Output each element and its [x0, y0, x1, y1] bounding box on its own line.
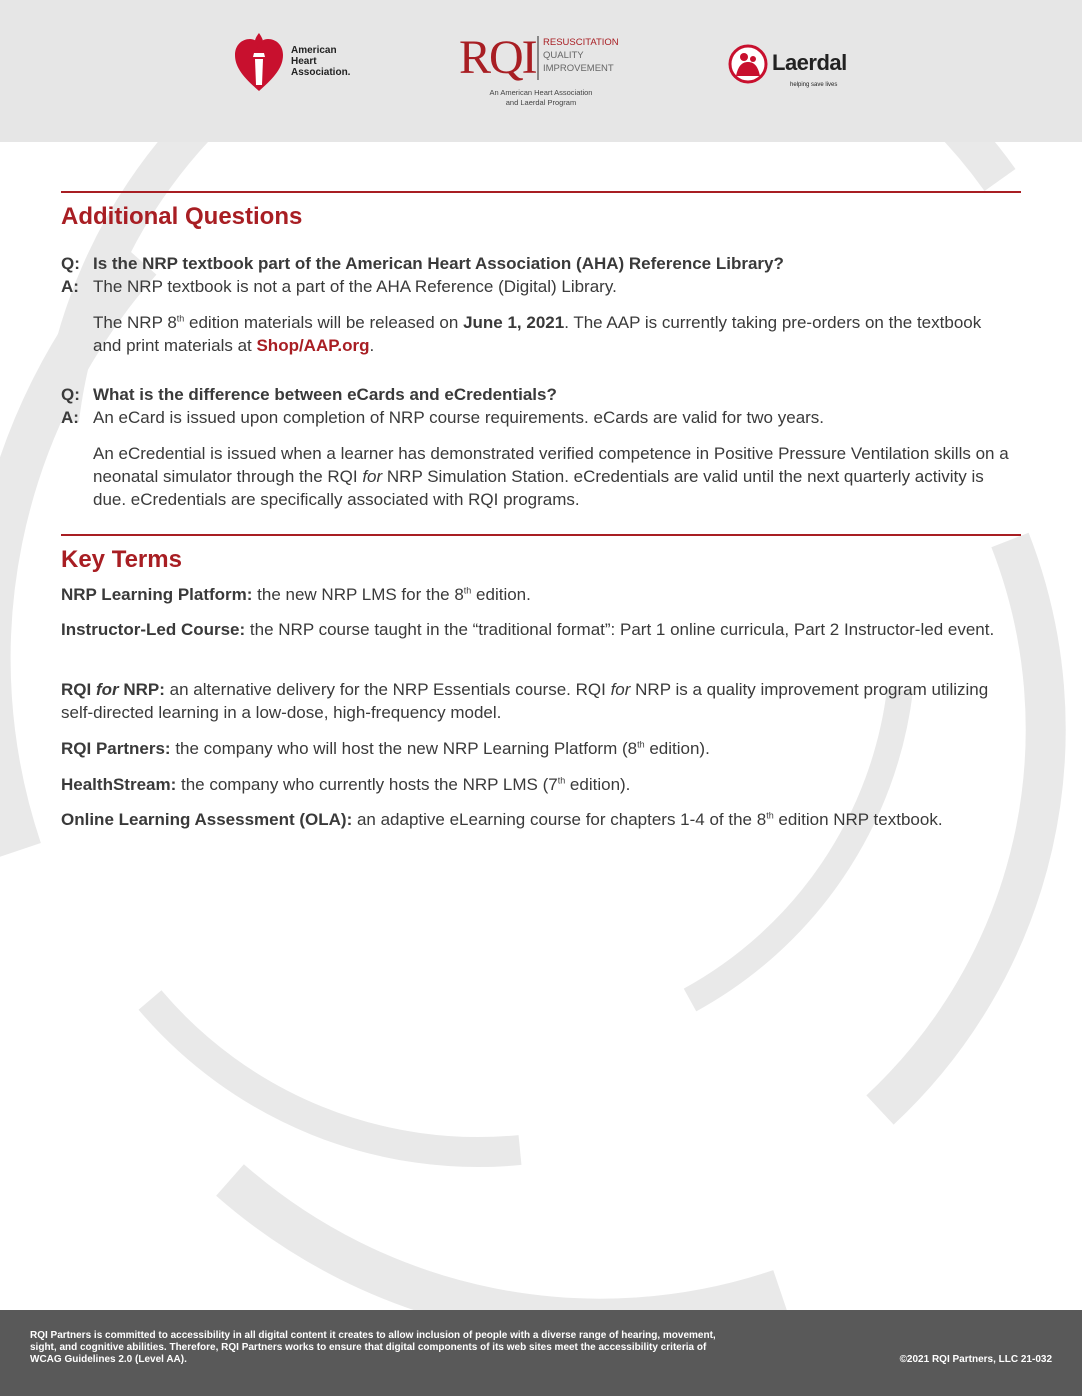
laerdal-tagline: helping save lives — [790, 82, 838, 88]
key-term-instructor-led-course: Instructor-Led Course: the NRP course taught in the “traditional format”: Part 1 online curricula, Part 2 Instructor-led event. — [61, 620, 995, 639]
shop-aap-link[interactable]: Shop/AAP.org — [256, 336, 370, 355]
laerdal-emblem-icon — [728, 44, 768, 84]
question-1 — [61, 252, 1021, 275]
answer-text: The NRP textbook is not a part of the AHA Reference (Digital) Library. — [93, 277, 617, 296]
question-text: What is the difference between eCards and eCredentials? — [93, 385, 557, 404]
answer-1 — [61, 275, 1021, 298]
rqi-divider — [537, 36, 539, 80]
q-label: Q: — [61, 254, 80, 273]
accessibility-statement: RQI Partners is committed to accessibility in all digital content it creates to allow inclusion of people with a diverse range of hearing, movement, sight, and cognitive abilities. Therefore, RQI Partners works to ensure that digital components of its web sites meet the accessibility criteria of WCAG Guidelines 2.0 (Level AA). — [30, 1330, 716, 1365]
laerdal-logo — [728, 44, 868, 94]
a-label: A: — [61, 277, 79, 296]
rqi-wordmark: RESUSCITATION QUALITY IMPROVEMENT — [543, 37, 619, 74]
answer-1-paragraph-2: The NRP 8th edition materials will be released on June 1, 2021. The AAP is currently taking pre-orders on the textbook and print materials at Shop/AAP.org. — [93, 313, 982, 355]
additional-questions-title: Additional Questions — [61, 203, 303, 230]
q-label: Q: — [61, 385, 80, 404]
key-term-nrp-learning-platform: NRP Learning Platform: the new NRP LMS for the 8th edition. — [61, 585, 531, 604]
question-text: Is the NRP textbook part of the American Heart Association (AHA) Reference Library? — [93, 254, 784, 273]
aha-wordmark: American Heart Association. — [291, 44, 351, 78]
key-terms-title: Key Terms — [61, 546, 182, 573]
rqi-logo — [457, 31, 627, 114]
key-term-healthstream: HealthStream: the company who currently hosts the NRP LMS (7th edition). — [61, 775, 631, 794]
key-term-rqi-for-nrp: RQI for NRP: an alternative delivery for the NRP Essentials course. RQI for NRP is a quality improvement program utilizing self-directed learning in a low-dose, high-frequency model. — [61, 680, 989, 722]
aha-logo — [233, 28, 363, 94]
question-2 — [61, 383, 1021, 406]
answer-2-paragraph-2: An eCredential is issued when a learner has demonstrated verified competence in Positive Pressure Ventilation skills on a neonatal simulator through the RQI for NRP Simulation Station. eCredentials are valid until the next quarterly activity is due. eCredentials are specifically associated with RQI programs. — [93, 444, 1009, 509]
copyright-notice: ©2021 RQI Partners, LLC 21-032 — [899, 1354, 1052, 1365]
key-term-rqi-partners: RQI Partners: the company who will host the new NRP Learning Platform (8th edition). — [61, 739, 710, 758]
release-date: June 1, 2021 — [463, 313, 565, 332]
rqi-mark: RQI — [459, 31, 536, 84]
laerdal-wordmark: Laerdal — [772, 50, 847, 75]
key-term-ola: Online Learning Assessment (OLA): an adaptive eLearning course for chapters 1-4 of the 8th edition NRP textbook. — [61, 810, 943, 829]
answer-2 — [61, 406, 1021, 429]
footer — [0, 1310, 1082, 1396]
aha-heart-torch-icon — [233, 29, 285, 93]
answer-text: An eCard is issued upon completion of NRP course requirements. eCards are valid for two years. — [93, 408, 825, 427]
section-divider — [61, 191, 1021, 193]
section-divider — [61, 534, 1021, 536]
a-label: A: — [61, 408, 79, 427]
rqi-tagline: An American Heart Association and Laerdal Program — [489, 88, 593, 107]
